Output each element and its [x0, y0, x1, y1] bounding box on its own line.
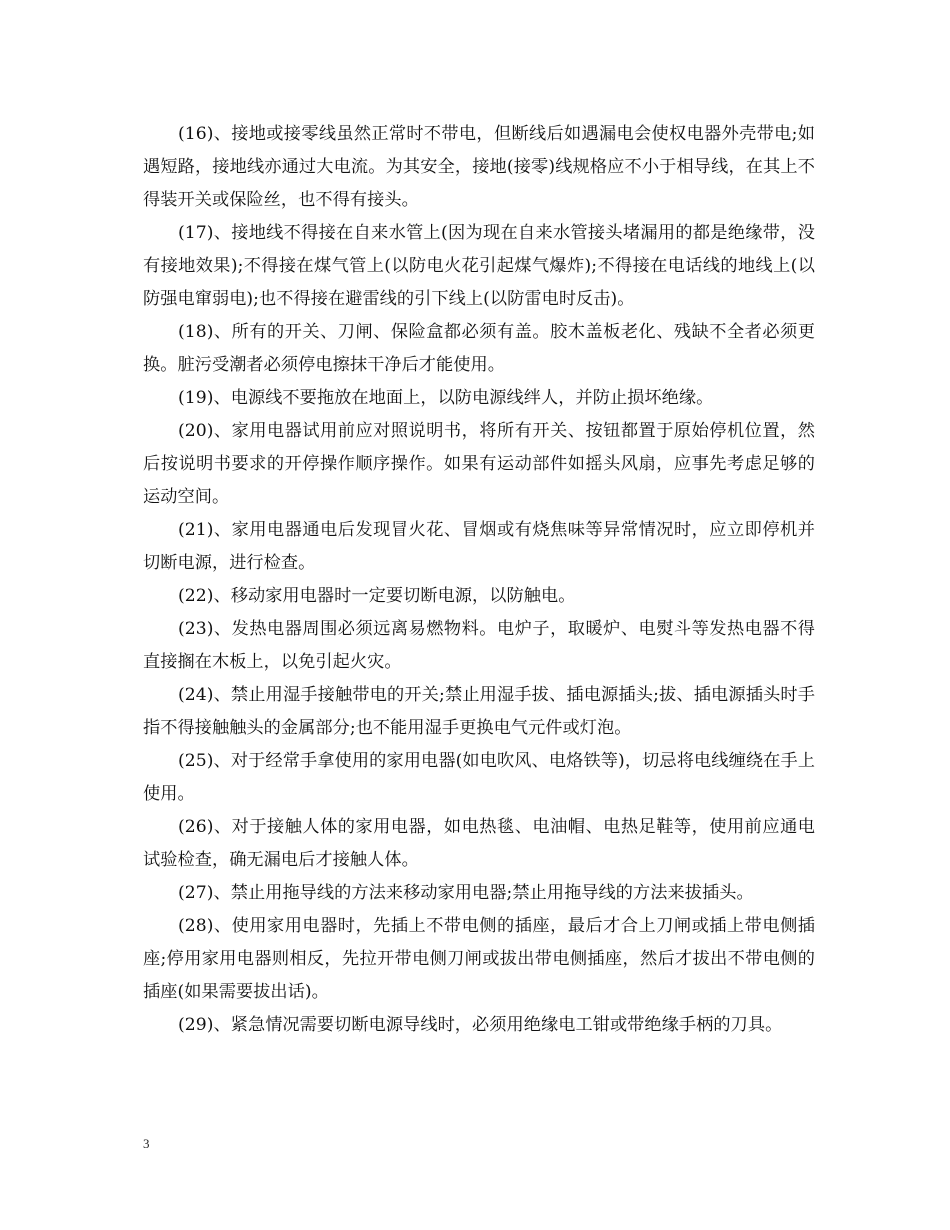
page-number: 3: [143, 1136, 150, 1151]
paragraph-20: (20)、家用电器试用前应对照说明书，将所有开关、按钮都置于原始停机位置，然后按说明书要求的开停操作顺序操作。如果有运动部件如摇头风扇，应事先考虑足够的运动空间。: [143, 421, 815, 507]
paragraph-25: (25)、对于经常手拿使用的家用电器(如电吹风、电烙铁等)，切忌将电线缠绕在手上使用。: [143, 751, 815, 804]
paragraph-27: (27)、禁止用拖导线的方法来移动家用电器;禁止用拖导线的方法来拔插头。: [178, 883, 754, 903]
paragraph-16: (16)、接地或接零线虽然正常时不带电，但断线后如遇漏电会使权电器外壳带电;如遇短路，接地线亦通过大电流。为其安全，接地(接零)线规格应不小于相导线，在其上不得装开关或保险丝，也不得有接头。: [143, 124, 815, 210]
paragraph-19: (19)、电源线不要拖放在地面上，以防电源线绊人，并防止损坏绝缘。: [178, 388, 714, 408]
paragraph-17: (17)、接地线不得接在自来水管上(因为现在自来水管接头堵漏用的都是绝缘带，没有接地效果);不得接在煤气管上(以防电火花引起煤气爆炸);不得接在电话线的地线上(以防强电窜弱电);也不得接在避雷线的引下线上(以防雷电时反击)。: [143, 223, 815, 309]
paragraph-29: (29)、紧急情况需要切断电源导线时，必须用绝缘电工钳或带绝缘手柄的刀具。: [178, 1015, 783, 1035]
paragraph-28: (28)、使用家用电器时，先插上不带电侧的插座，最后才合上刀闸或插上带电侧插座;停用家用电器则相反，先拉开带电侧刀闸或拔出带电侧插座，然后才拔出不带电侧的插座(如果需要拔出话)。: [143, 916, 815, 1002]
paragraph-22: (22)、移动家用电器时一定要切断电源，以防触电。: [178, 586, 576, 606]
document-body: [143, 118, 815, 1042]
paragraph-24: (24)、禁止用湿手接触带电的开关;禁止用湿手拔、插电源插头;拔、插电源插头时手指不得接触触头的金属部分;也不能用湿手更换电气元件或灯泡。: [143, 685, 815, 738]
paragraph-21: (21)、家用电器通电后发现冒火花、冒烟或有烧焦味等异常情况时，应立即停机并切断电源，进行检查。: [143, 520, 815, 573]
paragraph-26: (26)、对于接触人体的家用电器，如电热毯、电油帽、电热足鞋等，使用前应通电试验检查，确无漏电后才接触人体。: [143, 817, 815, 870]
paragraph-18: (18)、所有的开关、刀闸、保险盒都必须有盖。胶木盖板老化、残缺不全者必须更换。脏污受潮者必须停电擦抹干净后才能使用。: [143, 322, 815, 375]
paragraph-23: (23)、发热电器周围必须远离易燃物料。电炉子，取暖炉、电熨斗等发热电器不得直接搁在木板上，以免引起火灾。: [143, 619, 815, 672]
